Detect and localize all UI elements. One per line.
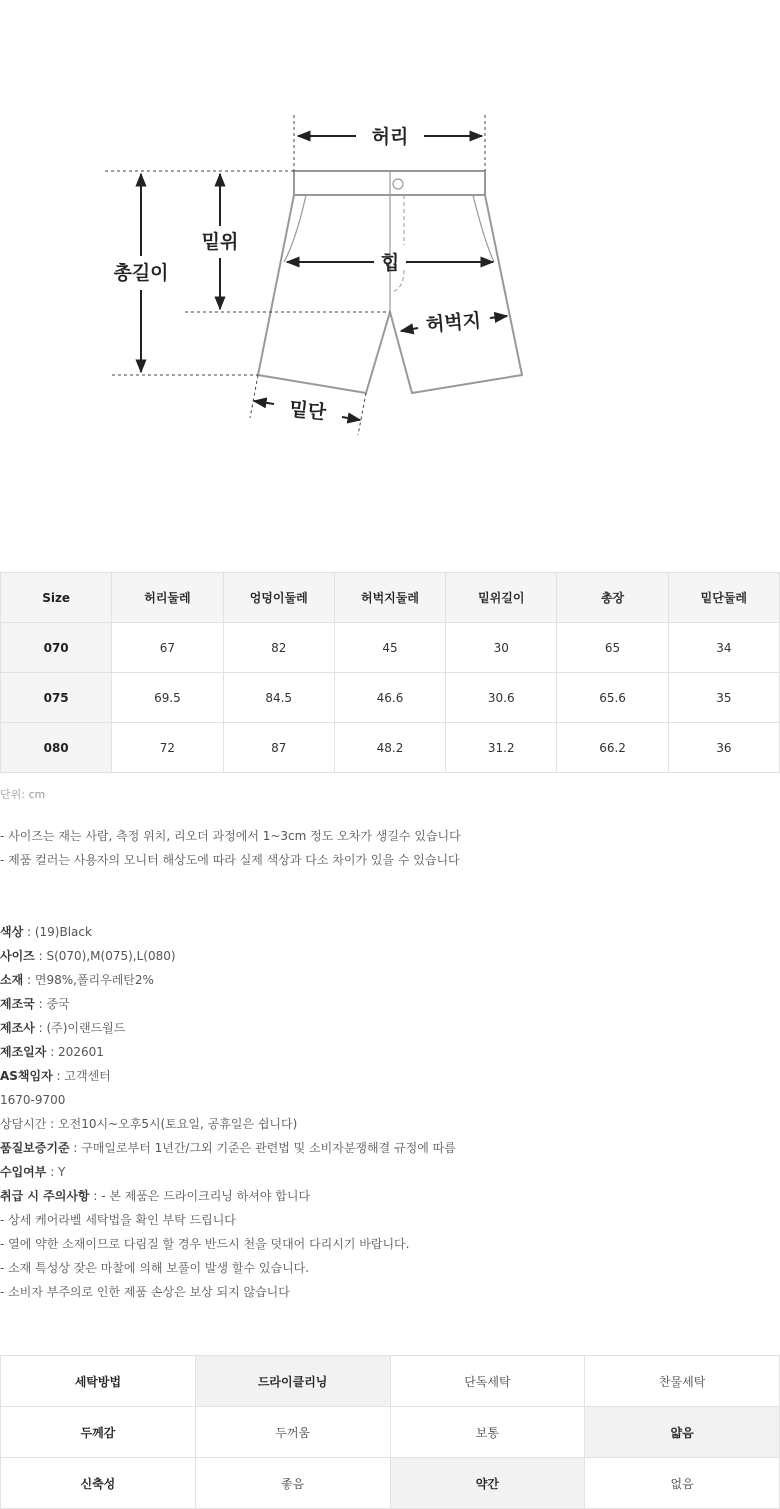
- care-row-head: 세탁방법: [1, 1356, 196, 1407]
- care-option: 보통: [390, 1407, 585, 1458]
- info-value: : - 본 제품은 드라이크리닝 하셔야 합니다: [89, 1189, 311, 1203]
- note-line: - 사이즈는 재는 사람, 측정 위치, 리오더 과정에서 1~3cm 정도 오차가 생길수 있습니다: [0, 829, 461, 843]
- table-cell: 31.2: [446, 723, 557, 773]
- info-value: : 고객센터: [52, 1069, 111, 1083]
- table-cell: 34: [668, 623, 779, 673]
- table-cell: 30.6: [446, 673, 557, 723]
- info-value: : 구매일로부터 1년간/그외 기준은 관련법 및 소비자분쟁해결 규정에 따름: [69, 1141, 456, 1155]
- info-hours: 상담시간 : 오전10시~오후5시(토요일, 공휴일은 쉽니다): [0, 1117, 298, 1131]
- info-value: : (주)이랜드월드: [34, 1021, 126, 1035]
- info-key: 제조국: [0, 997, 35, 1011]
- table-row: [1, 623, 780, 673]
- size-table-header: Size: [1, 573, 112, 623]
- info-phone: 1670-9700: [0, 1093, 66, 1107]
- info-value: : Y: [46, 1165, 66, 1179]
- thigh-label: 허벅지: [425, 309, 482, 337]
- care-line: - 소비자 부주의로 인한 제품 손상은 보상 되지 않습니다: [0, 1285, 290, 1299]
- info-key: 사이즈: [0, 949, 35, 963]
- info-key: 색상: [0, 925, 24, 939]
- info-care: [0, 1184, 456, 1208]
- thigh-arrow-right: [490, 316, 507, 318]
- hem-arrow-left: [254, 401, 274, 404]
- table-cell: 65.6: [557, 673, 668, 723]
- shorts-illustration: [258, 171, 522, 393]
- rise-label: 밑위: [201, 231, 239, 253]
- info-date: [0, 1040, 456, 1064]
- size-table: [0, 572, 780, 773]
- size-cell: 080: [1, 723, 112, 773]
- info-maker: [0, 1016, 456, 1040]
- care-line: - 상세 케어라벨 세탁법을 확인 부탁 드립니다: [0, 1213, 236, 1227]
- size-table-header-row: [1, 573, 780, 623]
- table-cell: 84.5: [223, 673, 334, 723]
- info-key: 수입여부: [0, 1165, 47, 1179]
- care-option-selected: 약간: [390, 1458, 585, 1509]
- care-option: 단독세탁: [390, 1356, 585, 1407]
- info-key: 소재: [0, 973, 24, 987]
- thigh-arrow-left: [401, 328, 418, 331]
- info-value: : S(070),M(075),L(080): [34, 949, 176, 963]
- size-notes: [0, 824, 461, 872]
- info-key: 취급 시 주의사항: [0, 1189, 90, 1203]
- size-table-header: 밑단둘레: [668, 573, 779, 623]
- care-option: 없음: [585, 1458, 780, 1509]
- table-row: [1, 1407, 780, 1458]
- table-cell: 69.5: [112, 673, 223, 723]
- info-color: [0, 920, 456, 944]
- table-cell: 87: [223, 723, 334, 773]
- size-table-header: 허벅지둘레: [334, 573, 445, 623]
- size-cell: 075: [1, 673, 112, 723]
- table-cell: 82: [223, 623, 334, 673]
- shorts-measurement-diagram: [0, 0, 780, 560]
- care-row-head: 두께감: [1, 1407, 196, 1458]
- info-key: 제조일자: [0, 1045, 47, 1059]
- table-cell: 72: [112, 723, 223, 773]
- info-key: AS책임자: [0, 1069, 53, 1083]
- info-value: : 202601: [46, 1045, 104, 1059]
- care-option-selected: 드라이클리닝: [195, 1356, 390, 1407]
- table-cell: 48.2: [334, 723, 445, 773]
- table-row: [1, 1356, 780, 1407]
- info-material: [0, 968, 456, 992]
- care-line: - 소재 특성상 잦은 마찰에 의해 보풀이 발생 할수 있습니다.: [0, 1261, 310, 1275]
- waist-label: 허리: [371, 126, 409, 148]
- care-option: 두꺼움: [195, 1407, 390, 1458]
- size-diagram: [0, 0, 780, 560]
- size-table-header: 허리둘레: [112, 573, 223, 623]
- size-table-header: 총장: [557, 573, 668, 623]
- size-table-header: 엉덩이둘레: [223, 573, 334, 623]
- info-key: 제조사: [0, 1021, 35, 1035]
- product-info: [0, 920, 456, 1304]
- unit-label: 단위: cm: [0, 788, 46, 801]
- info-size: [0, 944, 456, 968]
- care-option: 좋음: [195, 1458, 390, 1509]
- size-cell: 070: [1, 623, 112, 673]
- hem-label: 밑단: [288, 398, 328, 424]
- table-cell: 35: [668, 673, 779, 723]
- info-value: : (19)Black: [23, 925, 92, 939]
- info-import: [0, 1160, 456, 1184]
- fabric-care-table: [0, 1355, 780, 1509]
- info-value: : 면98%,폴리우레탄2%: [23, 973, 154, 987]
- table-row: [1, 1458, 780, 1509]
- table-cell: 66.2: [557, 723, 668, 773]
- care-line: - 열에 약한 소재이므로 다림질 할 경우 반드시 천을 덧대어 다리시기 바랍니다.: [0, 1237, 410, 1251]
- table-cell: 46.6: [334, 673, 445, 723]
- table-cell: 30: [446, 623, 557, 673]
- table-cell: 65: [557, 623, 668, 673]
- table-row: [1, 673, 780, 723]
- total-length-label: 총길이: [113, 262, 169, 284]
- info-as: [0, 1064, 456, 1088]
- table-cell: 67: [112, 623, 223, 673]
- size-table-header: 밑위길이: [446, 573, 557, 623]
- hem-arrow-right: [342, 417, 360, 420]
- table-row: [1, 723, 780, 773]
- care-option-selected: 얇음: [585, 1407, 780, 1458]
- care-option: 찬물세탁: [585, 1356, 780, 1407]
- hip-label: 힙: [380, 252, 400, 274]
- info-country: [0, 992, 456, 1016]
- info-warranty: [0, 1136, 456, 1160]
- table-cell: 36: [668, 723, 779, 773]
- info-value: : 중국: [34, 997, 70, 1011]
- info-key: 품질보증기준: [0, 1141, 70, 1155]
- care-row-head: 신축성: [1, 1458, 196, 1509]
- table-cell: 45: [334, 623, 445, 673]
- note-line: - 제품 컬러는 사용자의 모니터 해상도에 따라 실제 색상과 다소 차이가 있을 수 있습니다: [0, 853, 460, 867]
